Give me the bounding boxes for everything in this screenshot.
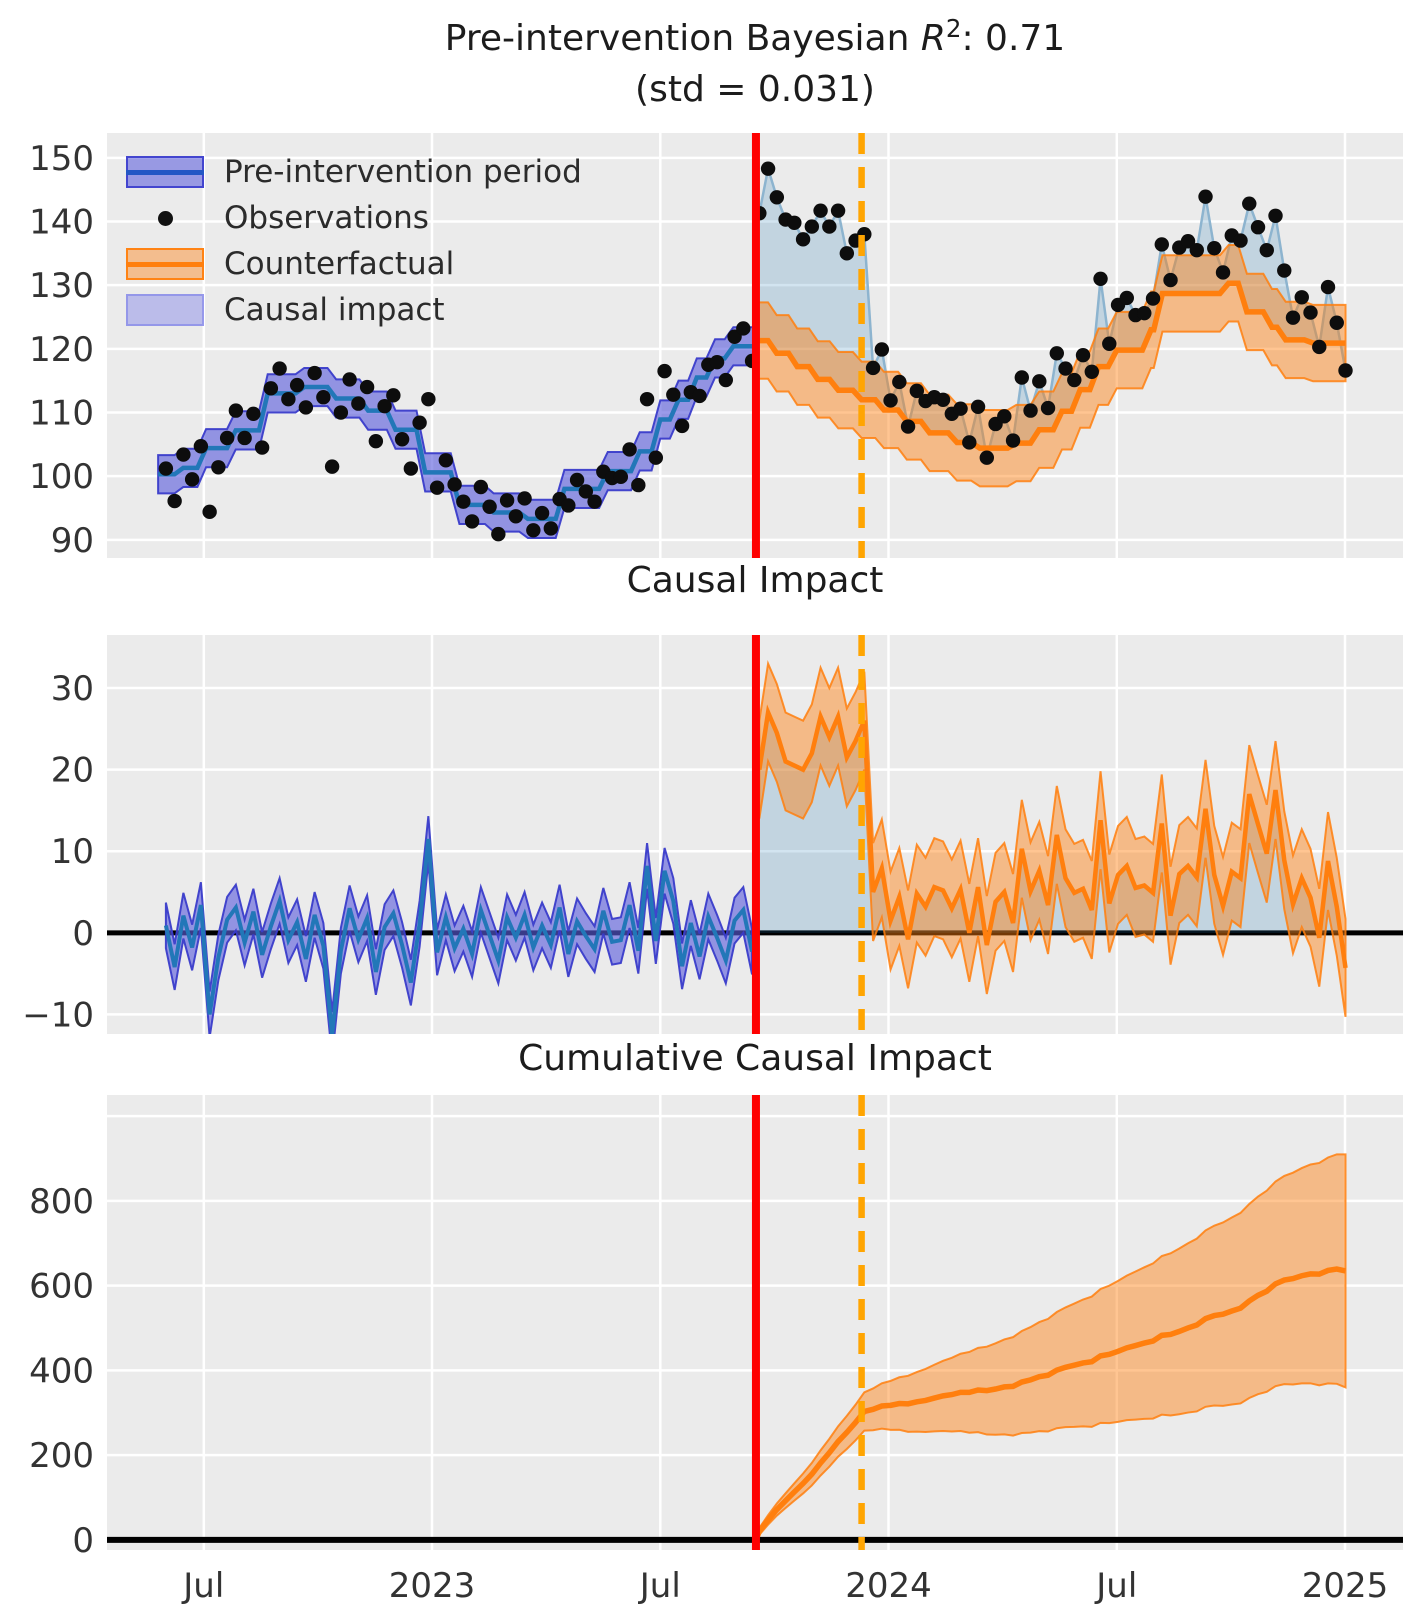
legend-label: Pre-intervention period (224, 154, 582, 190)
causal-impact-patch-swatch (126, 294, 204, 326)
pre-intervention-line-swatch (126, 170, 204, 175)
top-plot-title (107, 12, 1403, 115)
legend (126, 149, 582, 333)
legend-label: Causal impact (224, 292, 445, 328)
legend-item-counterfactual (126, 241, 582, 287)
y-tick-label: 400 (29, 1351, 94, 1392)
y-tick-label: 140 (29, 202, 94, 243)
y-tick-label: 20 (50, 750, 94, 791)
x-tick-label: 2025 (1301, 1566, 1389, 1606)
pre-intervention-band-swatch (126, 156, 204, 188)
x-tick-label: 2024 (845, 1566, 932, 1606)
y-tick-label: 0 (72, 913, 94, 954)
y-tick-label: −10 (22, 995, 94, 1036)
legend-label: Counterfactual (224, 246, 455, 282)
counterfactual-line-swatch (126, 262, 204, 267)
title-line-2: (std = 0.031) (635, 69, 875, 111)
legend-label: Observations (224, 200, 429, 236)
x-tick-label: 2023 (388, 1566, 476, 1606)
y-tick-label: 600 (29, 1266, 94, 1307)
legend-item-causal-impact (126, 287, 582, 333)
x-tick-label: Jul (639, 1566, 681, 1606)
y-tick-label: 130 (29, 266, 94, 307)
y-tick-label: 800 (29, 1181, 94, 1222)
y-tick-label: 30 (50, 669, 94, 710)
x-tick-label: Jul (183, 1566, 225, 1606)
x-tick-label: Jul (1096, 1566, 1138, 1606)
black-dot-icon (158, 211, 173, 226)
title-line-1: Pre-intervention Bayesian $R^2$: 0.71 (444, 14, 1066, 59)
r-squared-symbol: R (920, 18, 946, 59)
y-tick-label: 150 (29, 138, 94, 179)
legend-item-pre-intervention (126, 149, 582, 195)
y-tick-label: 200 (29, 1436, 94, 1477)
y-tick-label: 100 (29, 457, 94, 498)
legend-item-observations (126, 195, 582, 241)
y-tick-label: 110 (29, 393, 94, 434)
middle-plot-title: Causal Impact (626, 560, 884, 601)
observations-dot-swatch (126, 202, 204, 234)
y-tick-label: 0 (72, 1520, 94, 1561)
counterfactual-band-swatch (126, 248, 204, 280)
y-tick-label: 120 (29, 329, 94, 370)
bottom-plot-title: Cumulative Causal Impact (518, 1038, 992, 1079)
y-tick-label: 10 (50, 832, 94, 873)
y-tick-label: 90 (50, 520, 94, 561)
